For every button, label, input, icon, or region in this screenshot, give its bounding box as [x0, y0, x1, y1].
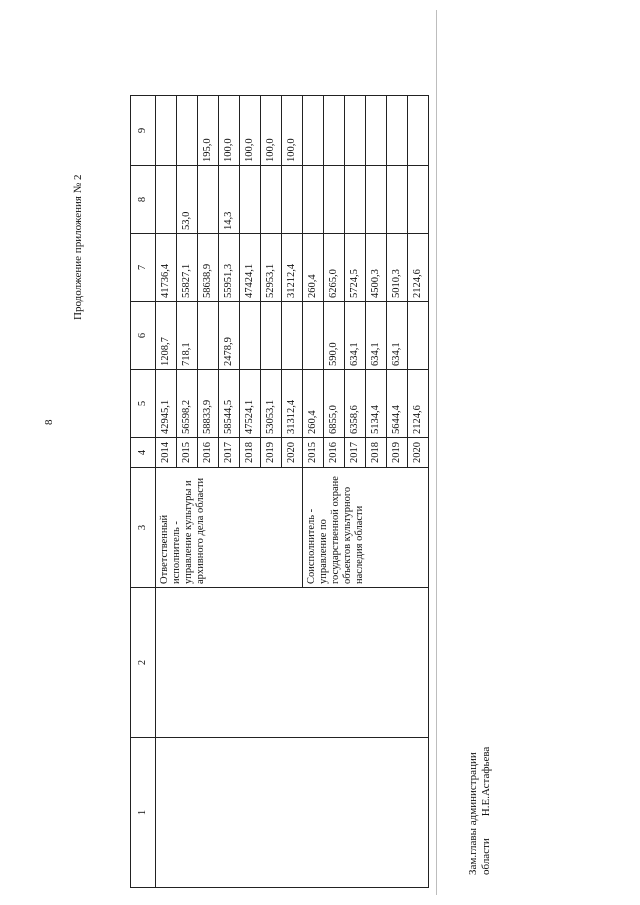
- value-cell-7: 5724,5: [345, 234, 366, 302]
- value-cell-7: 5010,3: [387, 234, 408, 302]
- value-cell-6: [408, 302, 429, 370]
- col-header-5: 5: [131, 370, 156, 438]
- value-cell-8: [366, 166, 387, 234]
- value-cell-7: 4500,3: [366, 234, 387, 302]
- value-cell-5: 260,4: [303, 370, 324, 438]
- value-cell-6: 718,1: [177, 302, 198, 370]
- value-cell-7: 260,4: [303, 234, 324, 302]
- value-cell-9: 100,0: [219, 96, 240, 166]
- value-cell-8: [303, 166, 324, 234]
- value-cell-5: 47524,1: [240, 370, 261, 438]
- responsible-executor-cell: Ответственный исполнитель - управление культуры и архивного дела области: [156, 468, 303, 588]
- value-cell-6: 1208,7: [156, 302, 177, 370]
- value-cell-6: 2478,9: [219, 302, 240, 370]
- value-cell-7: 2124,6: [408, 234, 429, 302]
- col-header-1: 1: [131, 738, 156, 888]
- value-cell-6: [198, 302, 219, 370]
- value-cell-8: [387, 166, 408, 234]
- signature-name: Н.Е.Астафьева: [480, 746, 492, 817]
- cell-col2-merged: [156, 588, 429, 738]
- signature-line2: [480, 747, 493, 875]
- co-executor-cell: Соисполнитель - управление по государственной охране объектов культурного наследия области: [303, 468, 429, 588]
- value-cell-6: 634,1: [345, 302, 366, 370]
- col-header-2: 2: [131, 588, 156, 738]
- value-cell-9: 195,0: [198, 96, 219, 166]
- year-cell: 2017: [219, 438, 240, 468]
- signature-position: Зам.главы администрации: [467, 752, 479, 875]
- value-cell-6: 634,1: [387, 302, 408, 370]
- year-cell: 2019: [387, 438, 408, 468]
- year-cell: 2016: [198, 438, 219, 468]
- year-cell: 2015: [177, 438, 198, 468]
- value-cell-7: 31212,4: [282, 234, 303, 302]
- year-cell: 2015: [303, 438, 324, 468]
- value-cell-9: 100,0: [240, 96, 261, 166]
- value-cell-7: 47424,1: [240, 234, 261, 302]
- value-cell-6: [240, 302, 261, 370]
- value-cell-5: 58544,5: [219, 370, 240, 438]
- value-cell-7: 58638,9: [198, 234, 219, 302]
- value-cell-8: [324, 166, 345, 234]
- funding-table: [130, 95, 429, 888]
- value-cell-7: 55951,3: [219, 234, 240, 302]
- value-cell-6: [261, 302, 282, 370]
- value-cell-8: [156, 166, 177, 234]
- value-cell-9: [366, 96, 387, 166]
- value-cell-5: 6358,6: [345, 370, 366, 438]
- value-cell-8: [345, 166, 366, 234]
- value-cell-5: 58833,9: [198, 370, 219, 438]
- value-cell-9: [156, 96, 177, 166]
- value-cell-8: [261, 166, 282, 234]
- value-cell-9: 100,0: [261, 96, 282, 166]
- signature-region: области: [480, 838, 492, 875]
- value-cell-8: 53,0: [177, 166, 198, 234]
- value-cell-7: 52953,1: [261, 234, 282, 302]
- value-cell-9: [324, 96, 345, 166]
- cell-col1-merged: [156, 738, 429, 888]
- year-cell: 2017: [345, 438, 366, 468]
- value-cell-7: 55827,1: [177, 234, 198, 302]
- value-cell-8: [198, 166, 219, 234]
- value-cell-5: 5134,4: [366, 370, 387, 438]
- value-cell-5: 56598,2: [177, 370, 198, 438]
- col-header-8: 8: [131, 166, 156, 234]
- year-cell: 2020: [282, 438, 303, 468]
- value-cell-5: 5644,4: [387, 370, 408, 438]
- page-number: 8: [43, 419, 55, 425]
- col-header-4: 4: [131, 438, 156, 468]
- value-cell-8: [240, 166, 261, 234]
- appendix-title: Продолжение приложения № 2: [72, 174, 84, 320]
- value-cell-9: [408, 96, 429, 166]
- value-cell-9: [387, 96, 408, 166]
- year-cell: 2014: [156, 438, 177, 468]
- value-cell-6: [282, 302, 303, 370]
- value-cell-9: 100,0: [282, 96, 303, 166]
- year-cell: 2020: [408, 438, 429, 468]
- year-cell: 2019: [261, 438, 282, 468]
- col-header-6: 6: [131, 302, 156, 370]
- year-cell: 2018: [366, 438, 387, 468]
- value-cell-5: 6855,0: [324, 370, 345, 438]
- value-cell-8: [408, 166, 429, 234]
- value-cell-9: [303, 96, 324, 166]
- year-cell: 2016: [324, 438, 345, 468]
- header-row: [131, 96, 156, 888]
- value-cell-9: [345, 96, 366, 166]
- value-cell-5: 31312,4: [282, 370, 303, 438]
- value-cell-6: [303, 302, 324, 370]
- col-header-3: 3: [131, 468, 156, 588]
- table-row: [156, 96, 177, 888]
- value-cell-8: [282, 166, 303, 234]
- value-cell-5: 2124,6: [408, 370, 429, 438]
- value-cell-7: 6265,0: [324, 234, 345, 302]
- col-header-9: 9: [131, 96, 156, 166]
- value-cell-5: 53053,1: [261, 370, 282, 438]
- value-cell-7: 41736,4: [156, 234, 177, 302]
- col-header-7: 7: [131, 234, 156, 302]
- value-cell-5: 42945,1: [156, 370, 177, 438]
- signature-block: [467, 747, 493, 875]
- value-cell-8: 14,3: [219, 166, 240, 234]
- value-cell-6: 590,0: [324, 302, 345, 370]
- value-cell-9: [177, 96, 198, 166]
- year-cell: 2018: [240, 438, 261, 468]
- value-cell-6: 634,1: [366, 302, 387, 370]
